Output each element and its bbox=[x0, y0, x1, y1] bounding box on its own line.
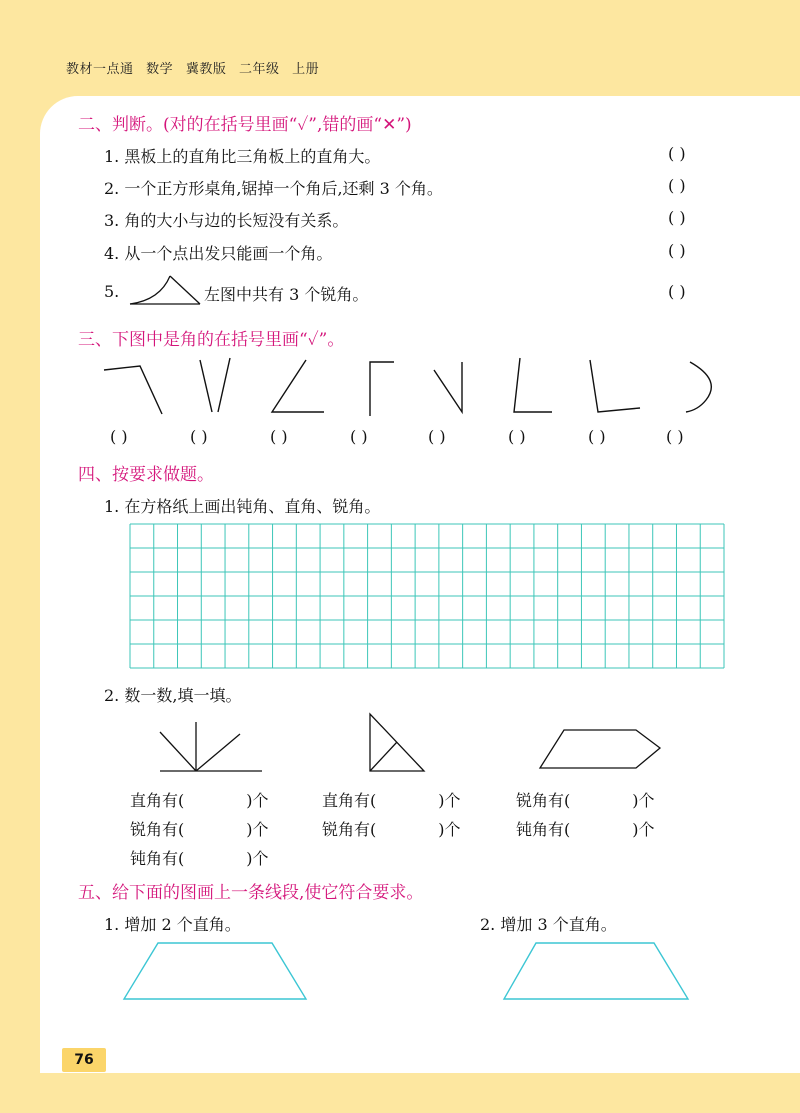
fill-acute-2: 锐角有( )个 bbox=[322, 820, 461, 839]
shape-7 bbox=[590, 360, 640, 412]
angle-candidates bbox=[104, 358, 711, 416]
section3-title: 三、下图中是角的在括号里画“✓”。 bbox=[78, 330, 345, 350]
item-text: 角的大小与边的长短没有关系。 bbox=[124, 211, 349, 230]
trapezoid-2 bbox=[504, 943, 688, 999]
section2-title: 二、判断。(对的在括号里画“✓”,错的画“✕”) bbox=[78, 115, 412, 135]
item-number: 2. bbox=[104, 179, 120, 198]
trapezoid-1 bbox=[124, 943, 306, 999]
item-text: 一个正方形桌角,锯掉一个角后,还剩 3 个角。 bbox=[124, 179, 443, 198]
shape-4 bbox=[370, 362, 394, 416]
fill-obtuse-3: 钝角有( )个 bbox=[516, 820, 655, 839]
item-number: 1. bbox=[104, 147, 120, 166]
fill-acute-3: 锐角有( )个 bbox=[516, 791, 655, 810]
shape-8 bbox=[686, 362, 711, 412]
shape-3 bbox=[272, 360, 324, 412]
answer-paren[interactable]: ( ) bbox=[668, 176, 686, 195]
item-number: 3. bbox=[104, 211, 120, 230]
shape-2b bbox=[218, 358, 230, 412]
answer-paren[interactable]: ( ) bbox=[668, 282, 686, 301]
count-figure-pentagon bbox=[540, 730, 660, 768]
judge-item-5-number: 5. bbox=[104, 282, 120, 301]
shape-5 bbox=[434, 362, 462, 412]
angle-paren-5[interactable]: ( ) bbox=[428, 427, 446, 446]
page-number: 76 bbox=[62, 1048, 106, 1072]
header-grade: 二年级 bbox=[238, 62, 280, 77]
item5-triangle-figure bbox=[130, 276, 200, 304]
header-volume: 上册 bbox=[292, 62, 320, 77]
section4-title: 四、按要求做题。 bbox=[78, 465, 214, 485]
item-text: 从一个点出发只能画一个角。 bbox=[124, 244, 333, 263]
answer-paren[interactable]: ( ) bbox=[668, 144, 686, 163]
angle-paren-3[interactable]: ( ) bbox=[270, 427, 288, 446]
fill-acute-1: 锐角有( )个 bbox=[130, 820, 269, 839]
grid-paper bbox=[130, 524, 724, 668]
angle-paren-7[interactable]: ( ) bbox=[588, 427, 606, 446]
count-figure-rays bbox=[160, 722, 262, 771]
fill-right-2: 直角有( )个 bbox=[322, 791, 461, 810]
judge-item-5-text: 左图中共有 3 个锐角。 bbox=[204, 285, 369, 304]
item-text: 黑板上的直角比三角板上的直角大。 bbox=[124, 147, 381, 166]
section5-title: 五、给下面的图画上一条线段,使它符合要求。 bbox=[78, 883, 424, 903]
answer-paren[interactable]: ( ) bbox=[668, 208, 686, 227]
shape-2a bbox=[200, 360, 212, 412]
header-subject: 数学 bbox=[146, 62, 174, 77]
header-edition: 冀教版 bbox=[185, 62, 227, 77]
fill-right-1: 直角有( )个 bbox=[130, 791, 269, 810]
answer-paren[interactable]: ( ) bbox=[668, 241, 686, 260]
angle-paren-4[interactable]: ( ) bbox=[350, 427, 368, 446]
angle-paren-8[interactable]: ( ) bbox=[666, 427, 684, 446]
angle-paren-1[interactable]: ( ) bbox=[110, 427, 128, 446]
s5-q1: 1. 增加 2 个直角。 bbox=[104, 915, 241, 934]
q1-instruction: 1. 在方格纸上画出钝角、直角、锐角。 bbox=[104, 497, 381, 516]
angle-paren-6[interactable]: ( ) bbox=[508, 427, 526, 446]
angle-paren-2[interactable]: ( ) bbox=[190, 427, 208, 446]
s5-q2: 2. 增加 3 个直角。 bbox=[480, 915, 617, 934]
shape-6 bbox=[514, 358, 552, 412]
fill-obtuse-1: 钝角有( )个 bbox=[130, 849, 269, 868]
count-figure-triangle bbox=[370, 714, 424, 771]
q2-instruction: 2. 数一数,填一填。 bbox=[104, 686, 242, 705]
shape-1 bbox=[104, 366, 162, 414]
item-number: 4. bbox=[104, 244, 120, 263]
header-book: 教材一点通 bbox=[66, 62, 134, 77]
